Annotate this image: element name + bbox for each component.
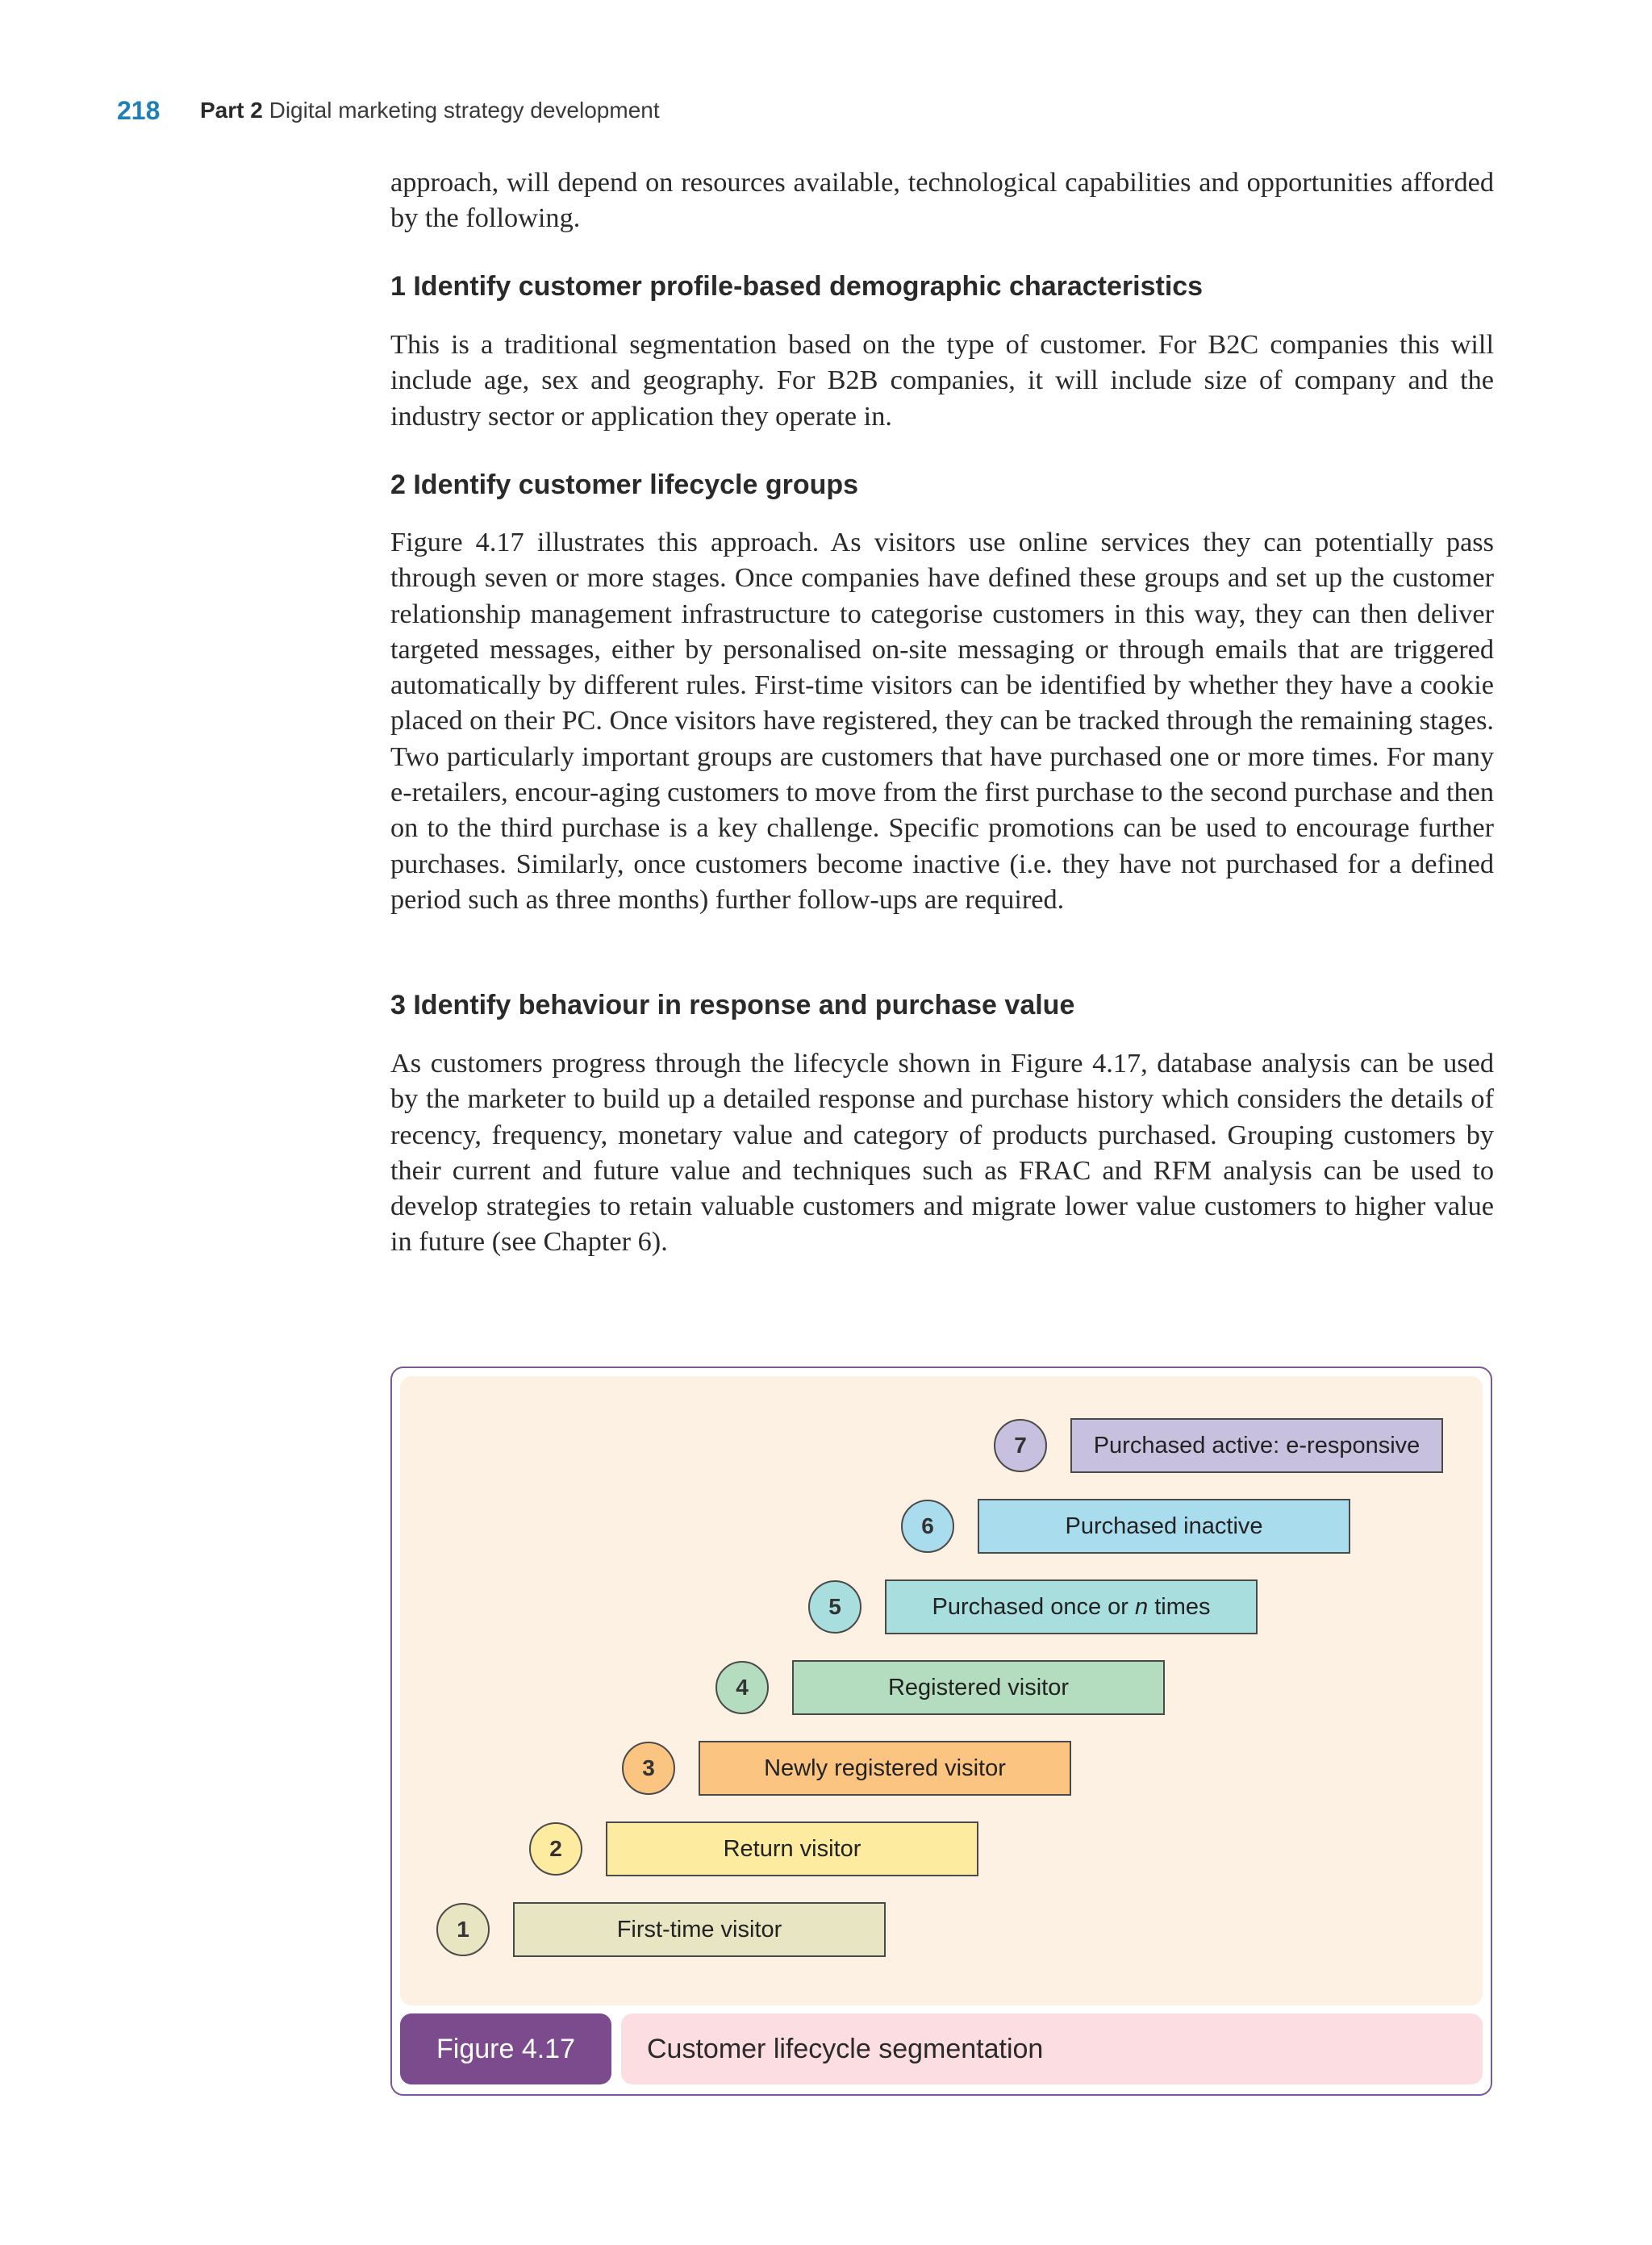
stage-5-label-pre: Purchased once or	[932, 1593, 1135, 1620]
stage-4-label: Registered visitor	[887, 1674, 1070, 1700]
stage-2-number: 2	[529, 1822, 582, 1876]
stage-3-number: 3	[622, 1742, 675, 1795]
section-1-body-block	[390, 327, 1494, 434]
stage-7-number: 7	[994, 1419, 1047, 1472]
stage-6-label: Purchased inactive	[1065, 1513, 1263, 1539]
stage-5-label-post: times	[1148, 1593, 1211, 1620]
stage-5-label	[932, 1594, 1211, 1621]
stage-6-number: 6	[901, 1500, 954, 1553]
stage-6-box	[978, 1499, 1350, 1554]
intro-paragraph: approach, will depend on resources available, technological capabilities and opportunities afforded by the following.	[390, 167, 1494, 234]
part-label: Part 2	[200, 98, 263, 123]
stage-5-number: 5	[808, 1580, 861, 1634]
section-2-body: Figure 4.17 illustrates this approach. As visitors use online services they can potentially pass through seven or more stages. Once companies have defined these groups and set up the customer relationship management infrastructure to categorise customers in this way, they can then deliver targeted messages, either by personalised on-site messaging or through emails that are triggered automatically by different rules. First-time visitors can be identified by whether they have a cookie placed on their PC. Once visitors have registered, they can be tracked through the remaining stages. Two particularly important groups are customers that have purchased one or more times. For many e-retailers, encour-aging customers to move from the first purchase to the second purchase and then on to the third purchase is a key challenge. Specific promotions can be used to encourage further purchases. Similarly, once customers become inactive (i.e. they have not purchased for a defined period such as three months) further follow-ups are required.	[390, 527, 1494, 915]
section-3-body: As customers progress through the lifecycle shown in Figure 4.17, database analysis can be used by the marketer to build up a detailed response and purchase history which considers the details of recency, frequency, monetary value and category of products purchased. Grouping customers by their current and future value and techniques such as FRAC and RFM analysis can be used to develop strategies to retain valuable customers and migrate lower value customers to higher value in future (see Chapter 6).	[390, 1048, 1494, 1258]
figure-4-17	[390, 1367, 1492, 2096]
stage-7-label: Purchased active: e-responsive	[1093, 1432, 1420, 1458]
figure-label: Figure 4.17	[400, 2013, 611, 2084]
section-1-body: This is a traditional segmentation based on the type of customer. For B2C companies this will include age, sex and geography. For B2B companies, it will include size of company and the industry sector or application they operate in.	[390, 329, 1494, 432]
stage-4-number: 4	[715, 1661, 769, 1714]
stage-3-label: Newly registered visitor	[764, 1755, 1006, 1781]
stage-4-box	[792, 1660, 1165, 1715]
section-3-body-block	[390, 1045, 1494, 1260]
page-number: 218	[117, 96, 161, 125]
stage-1-box	[513, 1902, 886, 1957]
stage-3-box	[699, 1741, 1071, 1796]
stage-2-box	[606, 1821, 978, 1876]
part-title: Digital marketing strategy development	[269, 98, 660, 123]
stage-7-box	[1070, 1418, 1443, 1473]
stage-5-label-italic: n	[1135, 1593, 1149, 1620]
section-1	[390, 269, 1494, 304]
figure-caption-text: Customer lifecycle segmentation	[647, 2033, 1044, 2064]
lifecycle-diagram	[400, 1376, 1483, 2005]
section-3	[390, 987, 1494, 1023]
section-2	[390, 467, 1494, 503]
figure-caption	[621, 2013, 1483, 2084]
stage-2-label: Return visitor	[723, 1835, 861, 1862]
stage-5-box	[885, 1579, 1258, 1634]
section-3-heading: 3 Identify behaviour in response and purchase value	[390, 990, 1075, 1020]
section-2-body-block	[390, 524, 1494, 917]
stage-1-label: First-time visitor	[616, 1916, 782, 1942]
section-2-heading: 2 Identify customer lifecycle groups	[390, 469, 859, 500]
intro-paragraph-block	[390, 165, 1494, 236]
section-1-heading: 1 Identify customer profile-based demographic characteristics	[390, 271, 1204, 302]
stage-1-number: 1	[436, 1903, 490, 1956]
running-head-title	[200, 90, 660, 131]
